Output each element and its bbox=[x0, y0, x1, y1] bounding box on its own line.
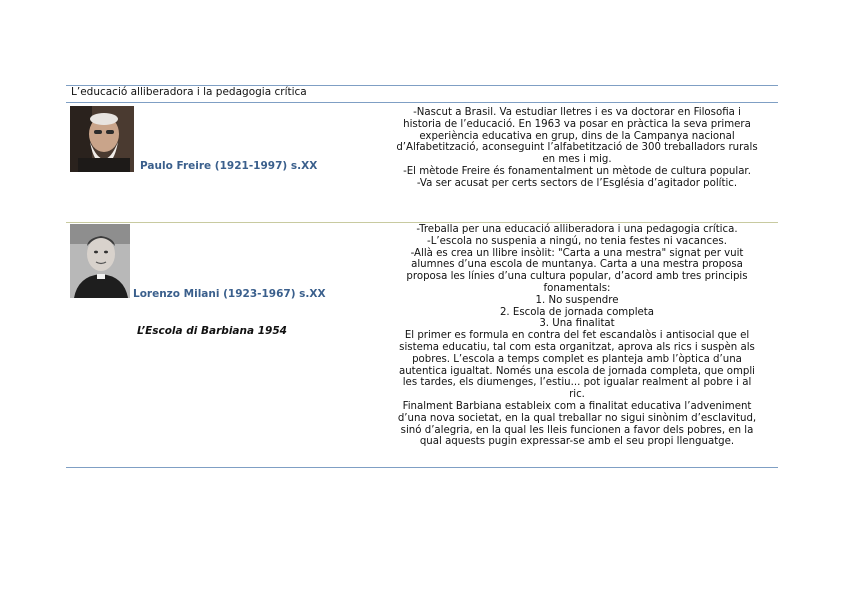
person-bio bbox=[376, 224, 778, 448]
bio-line: d’Alfabetització, aconseguint l’alfabetització de 300 treballadors rurals bbox=[396, 142, 758, 154]
bio-line: historia de l’educació. En 1963 va posar en pràctica la seva primera bbox=[403, 118, 751, 130]
bio-line: sistema educatiu, tal com esta organitzat, aprova als rics i suspèn als bbox=[399, 341, 755, 353]
bottom-divider bbox=[66, 467, 778, 468]
bio-line: qual aquests pugin expressar-se amb el seu propi llenguatge. bbox=[419, 436, 735, 448]
bio-line: autentica igualtat. Només una escola de jornada completa, que ompli bbox=[398, 365, 755, 377]
bio-line: d’una nova societat, en la qual treballar no sigui sinònim d’esclavitud, bbox=[397, 412, 757, 424]
bio-line: 2. Escola de jornada completa bbox=[499, 306, 655, 318]
bio-line: sinó d’alegria, en la qual les lleis funcionen a favor dels pobres, en la bbox=[400, 424, 754, 436]
bio-line: Finalment Barbiana estableix com a finalitat educativa l’adveniment bbox=[402, 400, 752, 412]
bio-line: fonamentals: bbox=[543, 282, 611, 294]
portrait-photo-freire bbox=[70, 106, 134, 172]
bio-line: El primer es formula en contra del fet escandalòs i antisocial que el bbox=[404, 330, 750, 342]
bio-line: -El mètode Freire és fonamentalment un mètode de cultura popular. bbox=[403, 165, 751, 177]
row-divider bbox=[66, 222, 778, 223]
bio-line: ric. bbox=[569, 389, 585, 401]
bio-line: -L’escola no suspenia a ningú, no tenia festes ni vacances. bbox=[427, 235, 727, 247]
bio-line: pobres. L’escola a temps complet es planteja amb l’òptica d’una bbox=[412, 353, 742, 365]
bio-line: -Allà es crea un llibre insòlit: "Carta a una mestra" signat per vuit bbox=[410, 247, 744, 259]
bio-line: alumnes d’una escola de muntanya. Carta a una mestra proposa bbox=[411, 259, 743, 271]
bio-line: 1. No suspendre bbox=[535, 294, 619, 306]
portrait-photo-milani bbox=[70, 224, 130, 298]
person-name: Lorenzo Milani (1923-1967) s.XX bbox=[133, 288, 326, 300]
bio-line: -Treballa per una educació alliberadora i una pedagogia crítica. bbox=[416, 224, 738, 235]
bio-line: -Va ser acusat per certs sectors de l’Església d’agitador polític. bbox=[416, 177, 738, 189]
bio-line: les tardes, els diumenges, l’estiu... pot igualar realment al pobre i al bbox=[402, 377, 752, 389]
person-bio bbox=[376, 107, 778, 190]
bio-line: 3. Una finalitat bbox=[539, 318, 615, 330]
person-name: Paulo Freire (1921-1997) s.XX bbox=[140, 160, 318, 172]
bio-line: en mes i mig. bbox=[542, 154, 612, 166]
school-title: L’Escola di Barbiana 1954 bbox=[137, 325, 287, 337]
header-divider bbox=[66, 102, 778, 103]
bio-line: experiència educativa en grup, dins de la Campanya nacional bbox=[419, 130, 735, 142]
document-title: L’educació alliberadora i la pedagogia crítica bbox=[71, 86, 307, 98]
bio-line: proposa les línies d’una cultura popular, d’acord amb tres principis bbox=[406, 271, 748, 283]
bio-line: -Nascut a Brasil. Va estudiar lletres i es va doctorar en Filosofia i bbox=[413, 107, 741, 118]
